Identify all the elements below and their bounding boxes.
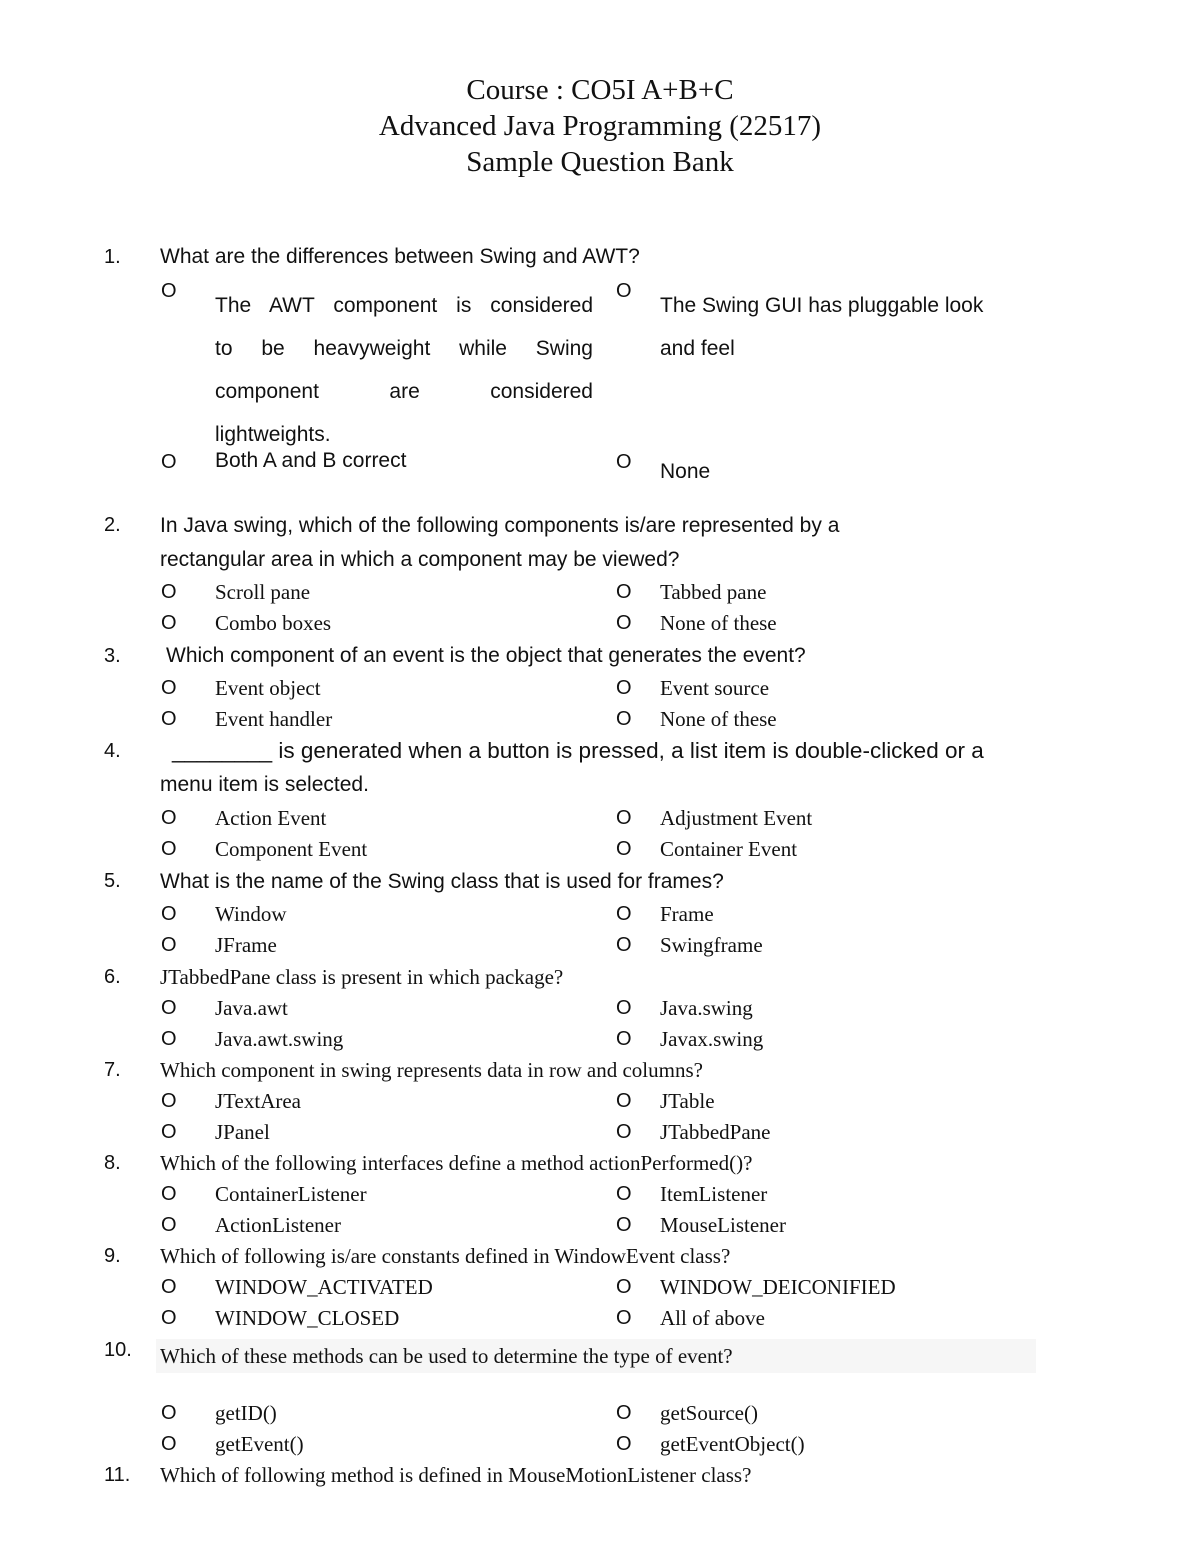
option-c: Event handler [215, 707, 333, 731]
option-b-line: The Swing GUI has pluggable look [660, 294, 984, 317]
option-a-line: The AWT component is considered [215, 294, 593, 317]
question-text: What is the name of the Swing class that is used for frames? [160, 870, 724, 893]
option-c: Both A and B correct [215, 449, 407, 472]
option-c: getEvent() [215, 1432, 304, 1456]
option-b [660, 284, 983, 370]
option-bullet: O [616, 903, 632, 925]
option-bullet: O [161, 708, 177, 730]
document-title: Sample Question Bank [466, 146, 734, 178]
question-text-line: In Java swing, which of the following components is/are represented by a [160, 514, 840, 537]
option-b: Event source [660, 676, 770, 700]
option-a-line: to be heavyweight while Swing [215, 337, 593, 360]
option-bullet: O [616, 612, 632, 634]
question-number: 11. [104, 1464, 131, 1486]
option-b: Frame [660, 902, 714, 926]
option-a [215, 284, 593, 456]
option-bullet: O [161, 1028, 177, 1050]
option-b: Adjustment Event [660, 806, 813, 830]
option-bullet: O [616, 997, 632, 1019]
question-text: Which component of an event is the object that generates the event? [166, 644, 806, 667]
option-b: ItemListener [660, 1182, 768, 1206]
question-text: Which of following method is defined in MouseMotionListener class? [160, 1463, 752, 1487]
option-bullet: O [616, 1276, 632, 1298]
option-b: Java.swing [660, 996, 753, 1020]
option-c: WINDOW_CLOSED [215, 1306, 400, 1330]
option-bullet: O [616, 280, 632, 302]
option-bullet: O [161, 677, 177, 699]
question-number: 2. [104, 514, 121, 536]
question-number: 4. [104, 740, 121, 762]
option-d: None of these [660, 707, 777, 731]
option-b: JTable [660, 1089, 715, 1113]
option-bullet: O [161, 997, 177, 1019]
option-bullet: O [616, 1090, 632, 1112]
option-b-line: and feel [660, 337, 735, 360]
option-b: Tabbed pane [660, 580, 767, 604]
option-bullet: O [161, 1121, 177, 1143]
option-b: getSource() [660, 1401, 758, 1425]
option-d: All of above [660, 1306, 765, 1330]
option-bullet: O [161, 838, 177, 860]
option-a: Scroll pane [215, 580, 311, 604]
course-heading: Course : CO5I A+B+C [466, 74, 734, 106]
option-bullet: O [616, 581, 632, 603]
question-number: 3. [104, 645, 121, 667]
question-text: What are the differences between Swing and AWT? [160, 245, 640, 268]
option-bullet: O [161, 807, 177, 829]
option-d: Container Event [660, 837, 798, 861]
option-c: Java.awt.swing [215, 1027, 344, 1051]
subject-heading: Advanced Java Programming (22517) [378, 110, 822, 142]
option-bullet: O [616, 708, 632, 730]
option-bullet: O [161, 1090, 177, 1112]
question-number: 7. [104, 1059, 121, 1081]
option-bullet: O [161, 1183, 177, 1205]
option-bullet: O [161, 612, 177, 634]
option-bullet: O [161, 934, 177, 956]
question-text-line: menu item is selected. [160, 773, 369, 796]
option-bullet: O [161, 903, 177, 925]
question-text: JTabbedPane class is present in which package? [160, 965, 564, 989]
question-number: 5. [104, 870, 121, 892]
option-c: Combo boxes [215, 611, 332, 635]
option-c: ActionListener [215, 1213, 341, 1237]
option-a-line: lightweights. [215, 423, 331, 446]
question-text [160, 734, 1040, 802]
option-bullet: O [161, 1214, 177, 1236]
option-bullet: O [161, 1433, 177, 1455]
option-bullet: O [616, 934, 632, 956]
question-text: Which of the following interfaces define a method actionPerformed()? [160, 1151, 753, 1175]
option-c: JFrame [215, 933, 277, 957]
option-bullet: O [616, 1307, 632, 1329]
option-bullet: O [616, 1183, 632, 1205]
option-bullet: O [616, 1433, 632, 1455]
option-a: getID() [215, 1401, 277, 1425]
option-a-line: component are considered [215, 380, 593, 403]
option-bullet: O [161, 581, 177, 603]
question-text: Which component in swing represents data in row and columns? [160, 1058, 703, 1082]
option-a: WINDOW_ACTIVATED [215, 1275, 433, 1299]
option-bullet: O [161, 1402, 177, 1424]
option-bullet: O [616, 1214, 632, 1236]
option-bullet: O [616, 1402, 632, 1424]
question-number: 10. [104, 1339, 132, 1361]
option-d: JTabbedPane [660, 1120, 771, 1144]
option-bullet: O [616, 677, 632, 699]
option-bullet: O [161, 451, 177, 473]
option-bullet: O [161, 1307, 177, 1329]
question-number: 1. [104, 246, 121, 268]
question-text-line: rectangular area in which a component may be viewed? [160, 548, 680, 571]
option-a: Action Event [215, 806, 327, 830]
option-d: getEventObject() [660, 1432, 805, 1456]
option-a: Java.awt [215, 996, 288, 1020]
question-text [160, 509, 1040, 577]
option-bullet: O [616, 1028, 632, 1050]
option-d: None of these [660, 611, 777, 635]
option-bullet: O [616, 1121, 632, 1143]
option-a: ContainerListener [215, 1182, 367, 1206]
option-bullet: O [161, 1276, 177, 1298]
question-number: 9. [104, 1245, 121, 1267]
option-d: Swingframe [660, 933, 763, 957]
question-number: 6. [104, 966, 121, 988]
option-a: Event object [215, 676, 321, 700]
option-c: JPanel [215, 1120, 270, 1144]
question-text: Which of following is/are constants defined in WindowEvent class? [160, 1244, 731, 1268]
option-a: Window [215, 902, 287, 926]
option-bullet: O [616, 451, 632, 473]
option-a: JTextArea [215, 1089, 301, 1113]
option-d: Javax.swing [660, 1027, 764, 1051]
option-bullet: O [616, 807, 632, 829]
option-b: WINDOW_DEICONIFIED [660, 1275, 896, 1299]
option-bullet: O [161, 280, 177, 302]
question-text: Which of these methods can be used to determine the type of event? [160, 1344, 733, 1368]
option-bullet: O [616, 838, 632, 860]
option-c: Component Event [215, 837, 368, 861]
option-d: MouseListener [660, 1213, 786, 1237]
question-text-line: ________ is generated when a button is pressed, a list item is double-clicked or a [172, 738, 984, 763]
question-number: 8. [104, 1152, 121, 1174]
option-d: None [660, 460, 711, 483]
